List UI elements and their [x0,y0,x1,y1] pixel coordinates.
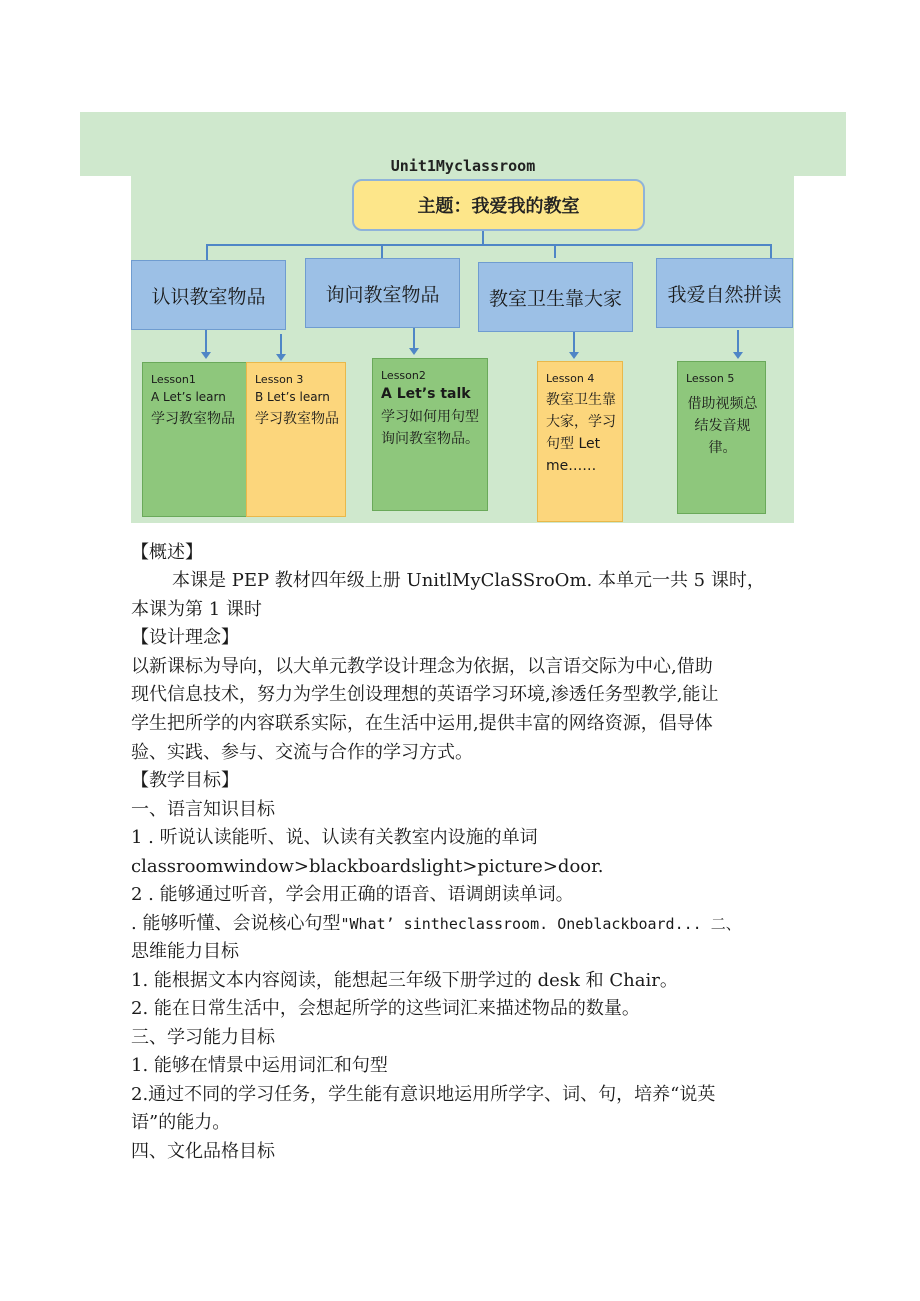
arrow-line [573,332,575,352]
arrow-head [276,354,286,361]
subsection-heading: 三、学习能力目标 [131,1027,275,1048]
arrow-line [280,334,282,354]
connector-line [482,231,484,245]
lesson-number: Lesson 4 [546,372,595,385]
lesson-number: Lesson1 [151,373,196,386]
section-heading: 【设计理念】 [131,627,239,648]
text-run: . 能够听懂、会说核心句型 [131,913,341,934]
lesson-box [246,362,346,517]
paragraph-line: 2.通过不同的学习任务，学生能有意识地运用所学字、词、句，培养“说英 [131,1084,716,1105]
paragraph-line: 本课为第 1 课时 [131,599,262,620]
connector-line [206,244,772,246]
category-box: 询问教室物品 [305,258,460,328]
paragraph-line: 2. 能在日常生活中，会想起所学的这些词汇来描述物品的数量。 [131,998,640,1019]
connector-line [770,244,772,258]
connector-line [206,244,208,260]
lesson-number: Lesson2 [381,369,426,382]
subsection-heading: 四、文化品格目标 [131,1141,275,1162]
lesson-number: Lesson 5 [686,372,735,385]
arrow-head [409,348,419,355]
paragraph-line: 1. 能根据文本内容阅读，能想起三年级下册学过的 desk 和 Chair。 [131,970,678,991]
subsection-heading: 思维能力目标 [131,941,239,962]
lesson-part: A Let’s talk [381,386,471,402]
paragraph-line: 验、实践、参与、交流与合作的学习方式。 [131,742,473,763]
lesson-box [537,361,623,522]
section-heading: 【教学目标】 [131,770,239,791]
lesson-box [372,358,488,511]
paragraph-line: 本课是 PEP 教材四年级上册 UnitlMyClaSSroOm. 本单元一共 5 课时， [172,570,765,591]
arrow-head [569,352,579,359]
connector-line [381,244,383,258]
category-box: 教室卫生靠大家 [478,262,633,332]
paragraph-line: classroomwindow>blackboardslight>picture>door. [131,856,604,877]
lesson-description: 教室卫生靠大家，学习句型 Let me…… [546,392,616,474]
paragraph-line: 1 . 听说认读能听、说、认读有关教室内设施的单词 [131,827,538,848]
category-box: 我爱自然拼读 [656,258,793,328]
paragraph-line: 语”的能力。 [131,1112,231,1133]
lesson-box [677,361,766,514]
paragraph-line: 学生把所学的内容联系实际，在生活中运用,提供丰富的网络资源，倡导体 [131,713,713,734]
paragraph-line: 1. 能够在情景中运用词汇和句型 [131,1055,388,1076]
connector-line [554,244,556,258]
arrow-head [201,352,211,359]
lesson-description: 学习如何用句型询问教室物品。 [381,409,479,447]
subsection-heading: 一、语言知识目标 [131,799,275,820]
lesson-description: 借助视频总结发音规律。 [687,396,758,456]
paragraph-line [131,910,801,938]
category-box: 认识教室物品 [131,260,286,330]
lesson-box [142,362,248,517]
paragraph-line: 2 . 能够通过听音，学会用正确的语音、语调朗读单词。 [131,884,574,905]
lesson-description: 学习教室物品 [255,411,339,427]
arrow-line [737,330,739,352]
paragraph-line: 现代信息技术，努力为学生创设理想的英语学习环境,渗透任务型教学,能让 [131,684,719,705]
diagram-title: Unit1Myclassroom [390,157,536,175]
theme-box: 主题：我爱我的教室 [352,179,645,231]
lesson-part: B Let’s learn [255,390,330,404]
lesson-number: Lesson 3 [255,373,304,386]
lesson-description: 学习教室物品 [151,411,235,427]
arrow-head [733,352,743,359]
section-heading: 【概述】 [131,542,203,563]
code-text: "What’ sintheclassroom. Oneblackboard... 二、 [340,915,741,933]
arrow-line [205,330,207,352]
lesson-part: A Let’s learn [151,390,226,404]
arrow-line [413,328,415,348]
paragraph-line: 以新课标为导向，以大单元教学设计理念为依据，以言语交际为中心,借助 [131,656,713,677]
